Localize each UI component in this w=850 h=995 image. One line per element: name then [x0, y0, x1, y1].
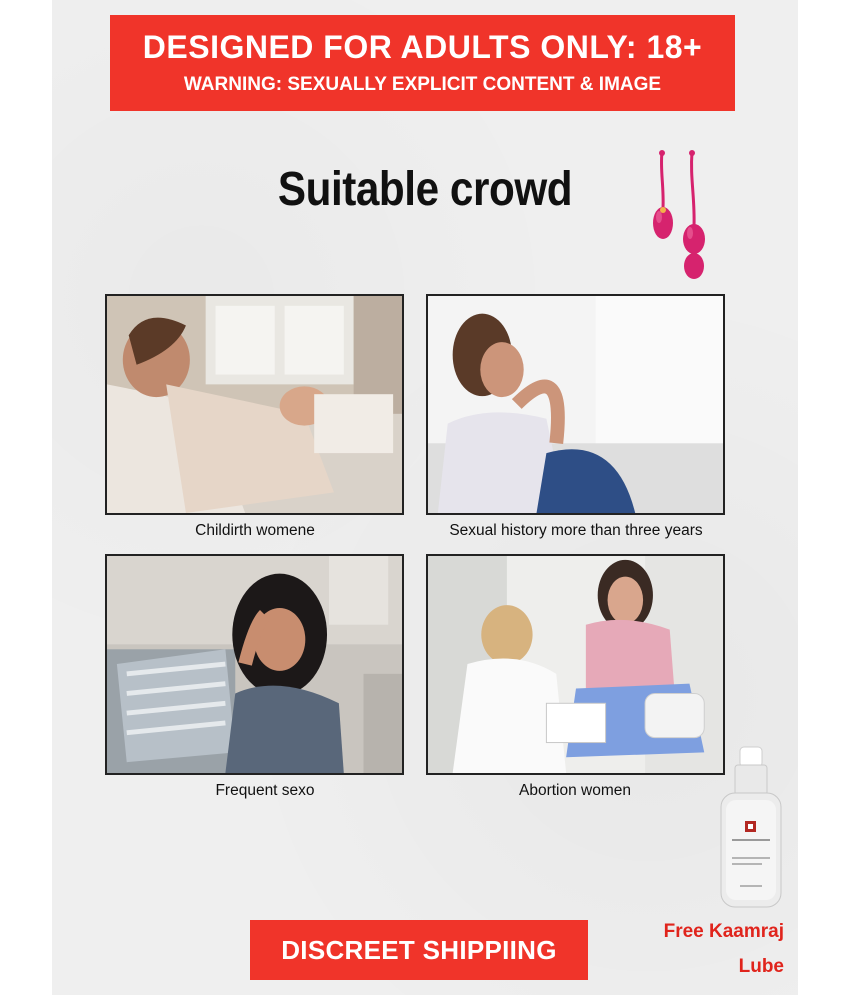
age-warning-subtitle: WARNING: SEXUALLY EXPLICIT CONTENT & IMAGE [183, 74, 662, 95]
kegel-balls-icon [648, 150, 718, 282]
photo-thoughtful-woman [426, 294, 725, 515]
age-warning-title: DESIGNED FOR ADULTS ONLY: 18+ [142, 29, 703, 65]
page-heading: Suitable crowd [277, 163, 573, 216]
photo-mother-with-newborn [105, 294, 404, 515]
photo-stressed-woman [105, 554, 404, 775]
caption-panel-3: Frequent sexo [215, 782, 315, 799]
photo-clinic-consultation [426, 554, 725, 775]
caption-panel-2: Sexual history more than three years [449, 522, 703, 539]
free-lube-offer-line2: Lube [738, 956, 784, 977]
free-lube-offer-line1: Free Kaamraj [663, 921, 784, 942]
lubricant-bottle-icon [718, 745, 784, 910]
age-warning-banner [110, 15, 735, 111]
discreet-shipping-button[interactable]: DISCREET SHIPPIING [250, 920, 588, 980]
caption-panel-4: Abortion women [518, 782, 631, 799]
caption-panel-1: Childirth womene [195, 522, 315, 539]
